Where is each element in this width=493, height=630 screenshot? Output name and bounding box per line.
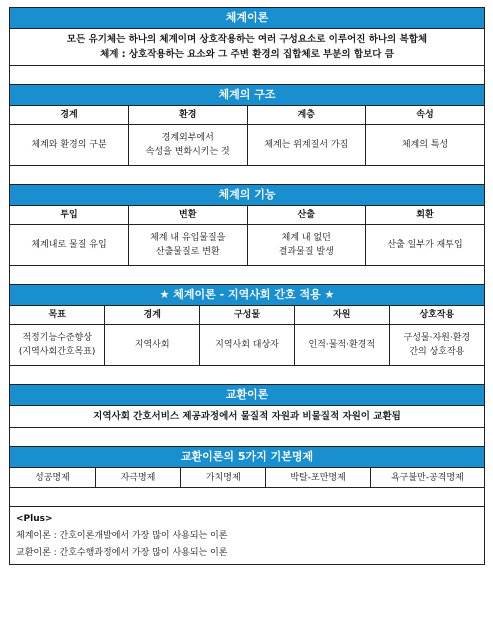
cell-line: 산출 일부가 재투입	[387, 240, 463, 250]
cell-line: 산출물질로 변환	[155, 247, 220, 257]
system-theory-line-1: 모든 유기체는 하나의 체계이며 상호작용하는 여러 구성요소로 이루어진 하나의 복합체	[66, 34, 428, 45]
proposition-cell: 욕구불만-공격명제	[370, 468, 484, 488]
community-application-banner: ★ 체계이론 - 지역사회 간호 적용 ★	[10, 285, 484, 306]
spacer-row	[10, 166, 484, 185]
community-header: 상호작용	[389, 306, 484, 325]
study-sheet	[9, 7, 485, 565]
cell-line: 체계 내 유입물질을	[150, 233, 226, 243]
structure-header: 계층	[247, 106, 366, 125]
cell-line: 결과물질 발생	[278, 247, 334, 257]
community-cell	[294, 325, 389, 366]
system-theory-description	[10, 29, 484, 66]
cell-line: 체계 내 없던	[281, 233, 331, 243]
plus-title: <Plus>	[16, 514, 53, 524]
proposition-cell: 자극명제	[95, 468, 180, 488]
propositions-table	[10, 468, 484, 488]
community-cell	[389, 325, 484, 366]
community-application-table	[10, 306, 484, 366]
structure-cell	[247, 125, 366, 166]
cell-line: 체계내로 물질 유입	[31, 240, 107, 250]
function-header: 변환	[129, 206, 248, 225]
function-cell	[247, 225, 366, 266]
spacer-row	[10, 266, 484, 285]
structure-cell	[10, 125, 129, 166]
cell-line: 체계와 환경의 구분	[31, 140, 107, 150]
structure-header: 속성	[366, 106, 485, 125]
function-cell	[129, 225, 248, 266]
community-cell	[200, 325, 295, 366]
structure-table	[10, 106, 484, 166]
community-header: 구성물	[200, 306, 295, 325]
exchange-theory-banner: 교환이론	[10, 385, 484, 406]
function-header: 투입	[10, 206, 129, 225]
community-cell	[10, 325, 105, 366]
function-table	[10, 206, 484, 266]
spacer-row	[10, 428, 484, 447]
cell-line: 경계외부에서	[161, 133, 214, 143]
structure-cell	[129, 125, 248, 166]
proposition-cell: 성공명제	[10, 468, 95, 488]
proposition-cell: 박탈-포만명제	[266, 468, 370, 488]
cell-line: 속성을 변화시키는 것	[145, 147, 230, 157]
spacer-row	[10, 66, 484, 85]
plus-line-2: 교환이론 : 간호수행과정에서 가장 많이 사용되는 이론	[16, 548, 228, 558]
plus-note	[10, 507, 484, 564]
community-header: 경계	[105, 306, 200, 325]
community-header: 목표	[10, 306, 105, 325]
exchange-theory-description: 지역사회 간호서비스 제공과정에서 물질적 자원과 비물질적 자원이 교환됨	[10, 406, 484, 428]
spacer-row	[10, 488, 484, 507]
function-cell	[366, 225, 485, 266]
function-banner: 체계의 기능	[10, 185, 484, 206]
cell-line: (지역사회간호목표)	[18, 347, 96, 357]
cell-line: 체계의 특성	[401, 140, 449, 150]
propositions-banner: 교환이론의 5가지 기본명제	[10, 447, 484, 468]
community-cell	[105, 325, 200, 366]
cell-line: 체계는 위계질서 가짐	[264, 140, 349, 150]
function-header: 회환	[366, 206, 485, 225]
cell-line: 지역사회 대상자	[215, 340, 279, 350]
system-theory-line-2: 체계 : 상호작용하는 요소와 그 주변 환경의 집합체로 부분의 합보다 큼	[100, 49, 394, 60]
structure-header: 환경	[129, 106, 248, 125]
spacer-row	[10, 366, 484, 385]
community-header: 자원	[294, 306, 389, 325]
cell-line: 적정기능수준향상	[22, 333, 92, 343]
structure-header: 경계	[10, 106, 129, 125]
cell-line: 인적·물적·환경적	[308, 340, 376, 350]
structure-banner: 체계의 구조	[10, 85, 484, 106]
system-theory-banner: 체계이론	[10, 8, 484, 29]
proposition-cell: 가치명제	[181, 468, 266, 488]
structure-cell	[366, 125, 485, 166]
plus-line-1: 체계이론 : 간호이론개발에서 가장 많이 사용되는 이론	[16, 531, 228, 541]
cell-line: 지역사회	[134, 340, 170, 350]
function-cell	[10, 225, 129, 266]
cell-line: 구성물·자원·환경	[403, 333, 471, 343]
function-header: 산출	[247, 206, 366, 225]
cell-line: 간의 상호작용	[409, 347, 465, 357]
